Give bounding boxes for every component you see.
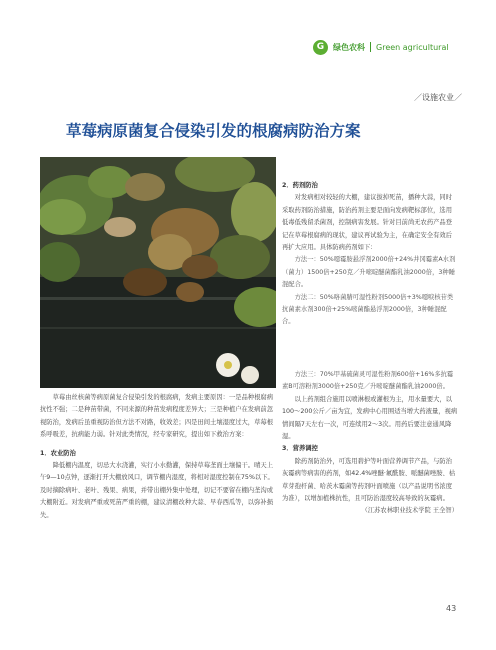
divider xyxy=(370,42,371,52)
heading-nutrition: 3．营养调控 xyxy=(282,445,318,453)
section-name-en: Green agricultural xyxy=(376,42,449,52)
nutrition-paragraph: 除药剂防治外，可选用碧护等叶面营养调节产品，与防治灰霉病等病害的药剂，如42.4%唑醚·氟酰胺、哌醚菌唑胺、枯草芽孢杆菌、哈茨木霉菌等药剂叶面喷施（以产品说明书浓度为准），以增加植株抗性，且可防治湿度较高导致的灰霉病。 xyxy=(282,457,456,503)
source-credit: （江苏农林职业技术学院 王全智） xyxy=(361,507,458,515)
agricultural-control-paragraph: 降低棚内温度，切忌大水浇灌，实行小水勤灌，保持草莓垄面土壤偏干。晴天上午9—10点钟，逐渐打开大棚放风口，调节棚内湿度，将相对湿度控制在75%以下。及时摘除病叶、老叶、残果、病果，并带出棚外集中处理，切记不要留在棚内垄沟或大棚附近。对发病严重或死苗严重的棚，建议清棚改种大蒜、早春西瓜等，以弥补损失。 xyxy=(40,462,274,519)
application-paragraph: 以上药剂组合施用以喷淋根或灌根为主，用水量要大，以100～200公斤／亩为宜，发病中心用围适当增大药液量，视病情间隔7天左右一次，可连续用2～3次。用药后要注意通风降湿。 xyxy=(282,395,458,441)
section-header xyxy=(313,39,449,55)
method-two: 方法二：50%咯菌腈可湿性粉剂5000倍+3%噁唳核苷类抗菌素水剂300倍+25%嘧菌酯悬浮剂2000倍，3种睡混配合。 xyxy=(282,293,454,326)
method-three: 方法三：70%甲基硫菌灵可湿性粉剂600倍+16%多抗霉素B可溶粉剂3000倍+250克／升嘧啶醚菌酯乳油2000倍。 xyxy=(282,371,454,391)
article-title: 草莓病原菌复合侵染引发的根腐病防治方案 xyxy=(66,122,361,140)
right-column-lower xyxy=(282,369,458,518)
left-column xyxy=(40,392,274,522)
right-column xyxy=(282,180,458,329)
page-number: 43 xyxy=(446,604,457,613)
strawberry-plant-photo xyxy=(40,157,276,388)
method-one: 方法一：50%噁霉胺悬浮剂2000倍+24%井冈霉素A水剂（菌力）1500倍+250克／升嘧啶醚菌酯乳油2000倍，3种睡混配合。 xyxy=(282,256,456,289)
column-tag: ／设施农业／ xyxy=(414,93,462,102)
heading-agricultural-control: 1．农业防治 xyxy=(40,449,76,457)
green-agri-logo-icon: G xyxy=(313,40,328,55)
section-name-cn: 绿色农科 xyxy=(333,42,365,52)
intro-paragraph: 草莓由丝核菌等病原菌复合侵染引发的根腐病，发病主要原因：一是品种根腐病抗性不强；二是种苗带菌，不同来源的种苗发病程度差异大；三是种植户在发病前忽视防治，发病后虽重视防治但方法不对路，收效差；四是田间土壤湿度过大，草莓根系呼吸差，抗病能力弱。针对此类情况，经专家研究，提出如下救治方案： xyxy=(40,394,273,439)
heading-chemical-control: 2．药剂防治 xyxy=(282,182,318,189)
chemical-control-paragraph: 对发病相对较轻的大棚，建议拔掉死苗，播种大蒜，同时采取药剂防治措施，防治药剂主要是面向发病靶标部位，选用低毒低残留杀菌剂，控制病害发展。针对目前尚无农药产品登记在草莓根腐病的现状，建议再试验为主，在确定安全有效后再扩大应用。具体防病药剂如下： xyxy=(282,194,453,252)
